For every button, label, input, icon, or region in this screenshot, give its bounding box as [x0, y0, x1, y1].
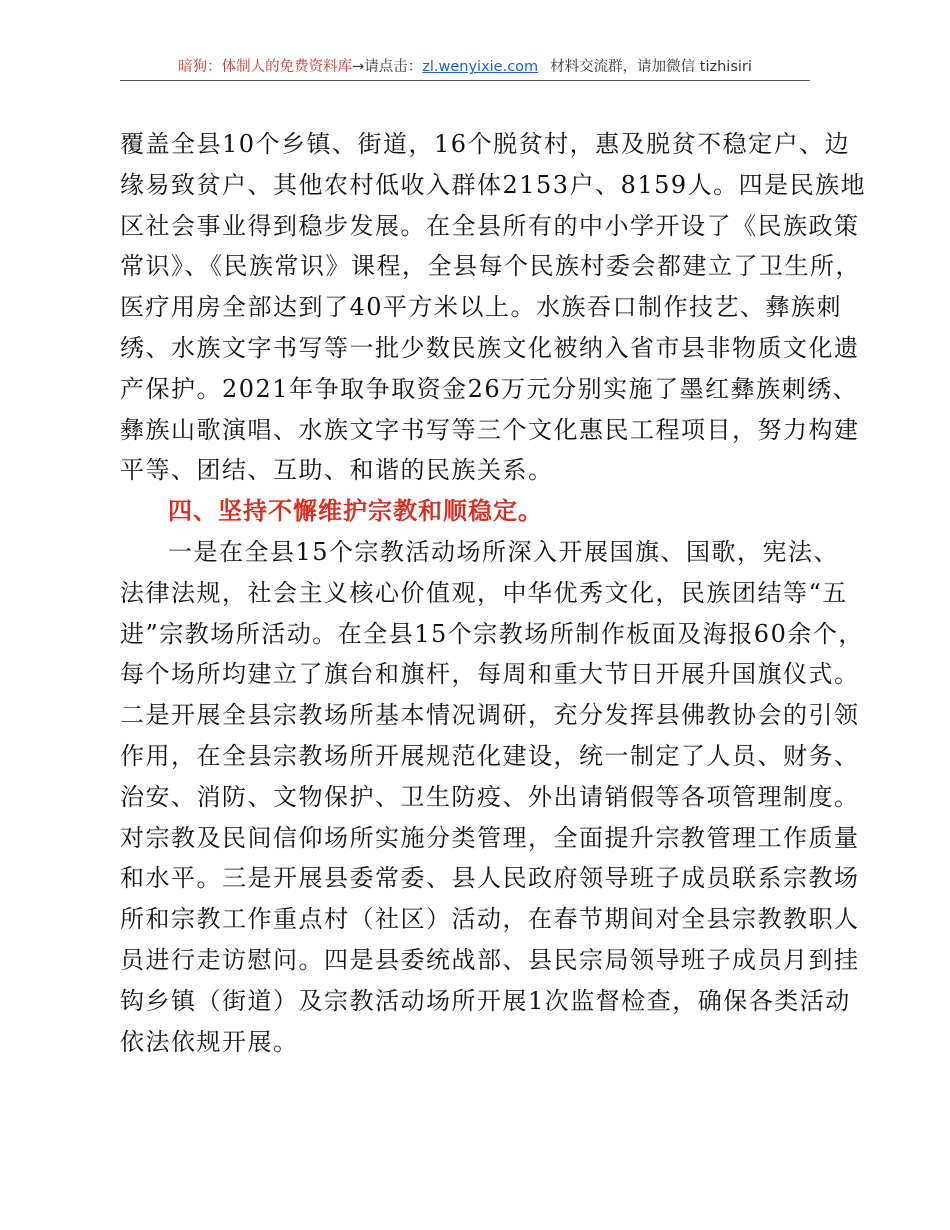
text-line: 彝族山歌演唱、水族文字书写等三个文化惠民工程项目，努力构建	[120, 415, 860, 444]
section-heading: 四、坚持不懈维护宗教和顺稳定。	[168, 497, 543, 526]
text-line: 医疗用房全部达到了40平方米以上。水族吞口制作技艺、彝族刺	[120, 293, 843, 322]
text-line: 钩乡镇（街道）及宗教活动场所开展1次监督检查，确保各类活动	[120, 986, 851, 1015]
text-line: 产保护。2021年争取争取资金26万元分别实施了墨红彝族刺绣、	[120, 374, 859, 403]
document-body	[120, 124, 867, 1062]
header-brand: 暗狗：体制人的免费资料库	[178, 59, 353, 75]
text-line: 缘易致贫户、其他农村低收入群体2153户、8159人。四是民族地	[120, 170, 867, 199]
text-line: 一是在全县15个宗教活动场所深入开展国旗、国歌，宪法、	[168, 537, 840, 566]
header-prompt: →请点击：	[352, 59, 423, 75]
text-line: 区社会事业得到稳步发展。在全县所有的中小学开设了《民族政策	[120, 211, 860, 240]
text-line: 和水平。三是开展县委常委、县人民政府领导班子成员联系宗教场	[120, 864, 860, 893]
text-line: 覆盖全县10个乡镇、街道，16个脱贫村，惠及脱贫不稳定户、边	[120, 130, 851, 158]
text-line: 员进行走访慰问。四是县委统战部、县民宗局领导班子成员月到挂	[120, 945, 860, 974]
text-line: 治安、消防、文物保护、卫生防疫、外出请销假等各项管理制度。	[120, 782, 860, 811]
header-divider	[120, 80, 810, 81]
text-line: 法律法规，社会主义核心价值观，中华优秀文化，民族团结等“五	[120, 578, 848, 607]
header-link[interactable]: zl.wenyixie.com	[422, 59, 539, 75]
text-line: 作用，在全县宗教场所开展规范化建设，统一制定了人员、财务、	[120, 741, 860, 770]
text-line: 平等、团结、互助、和谐的民族关系。	[120, 456, 554, 485]
header-contact: 材料交流群，请加微信 tizhisiri	[550, 59, 752, 75]
text-line: 所和宗教工作重点村（社区）活动，在春节期间对全县宗教教职人	[120, 905, 860, 934]
text-line: 进”宗教场所活动。在全县15个宗教场所制作板面及海报60余个，	[120, 619, 864, 648]
text-line: 对宗教及民间信仰场所实施分类管理，全面提升宗教管理工作质量	[120, 823, 860, 852]
page-header	[120, 56, 810, 78]
paragraph-2	[120, 532, 864, 1062]
text-line: 依法依规开展。	[120, 1027, 299, 1056]
text-line: 绣、水族文字书写等一批少数民族文化被纳入省市县非物质文化遗	[120, 333, 860, 362]
text-line: 常识》、《民族常识》课程，全县每个民族村委会都建立了卫生所，	[120, 252, 861, 281]
text-line: 二是开展全县宗教场所基本情况调研，充分发挥县佛教协会的引领	[120, 701, 860, 730]
text-line: 每个场所均建立了旗台和旗杆，每周和重大节日开展升国旗仪式。	[120, 660, 860, 689]
paragraph-1	[120, 124, 867, 491]
